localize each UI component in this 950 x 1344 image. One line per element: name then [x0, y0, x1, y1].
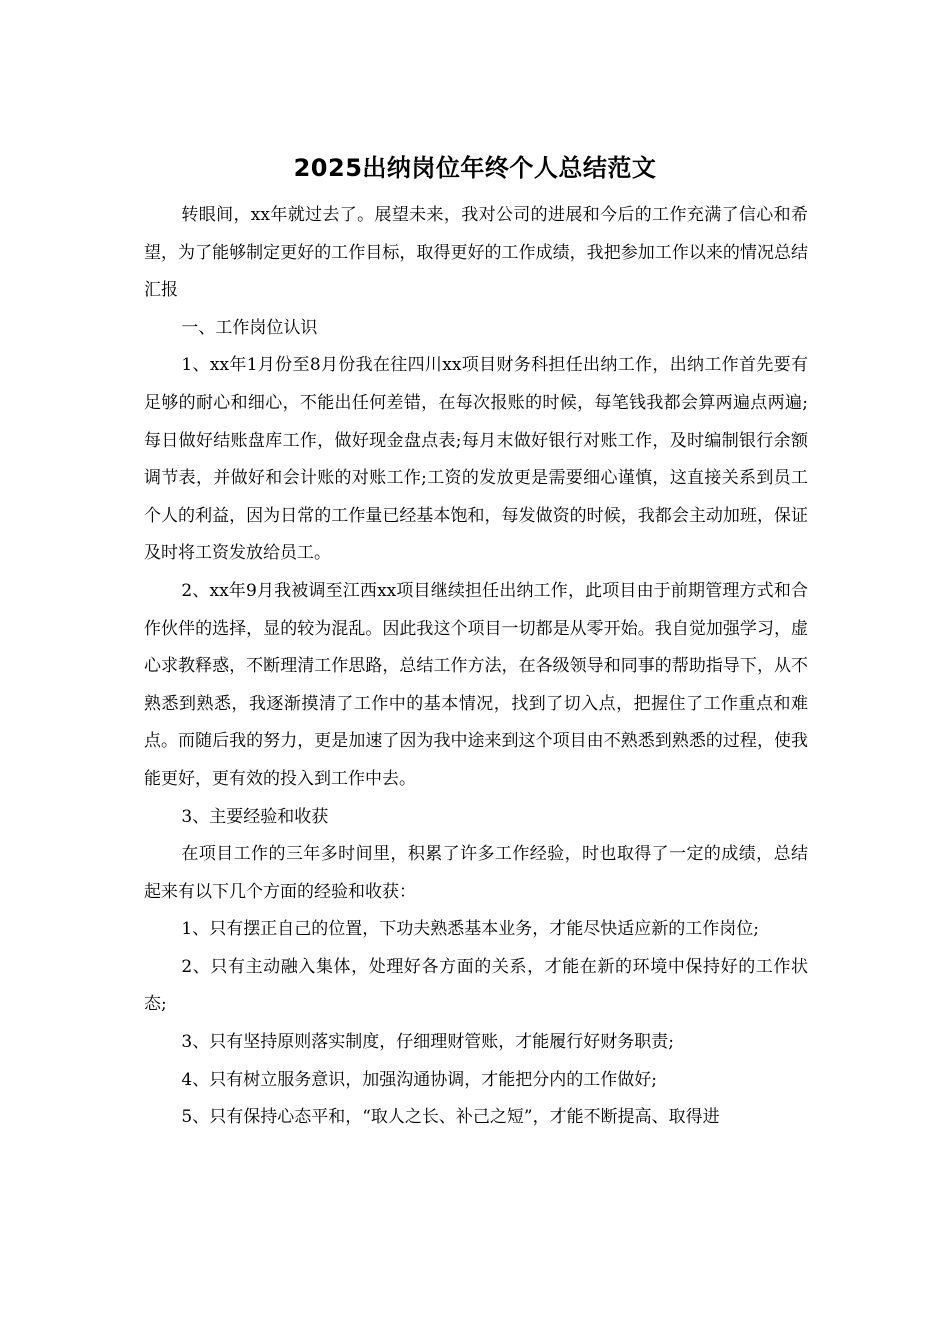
- section-heading-job-understanding: 一、工作岗位认识: [181, 317, 318, 338]
- list-item-experience-4: 4、只有树立服务意识，加强沟通协调，才能把分内的工作做好;: [181, 1069, 657, 1090]
- list-item-experience-1: 1、只有摆正自己的位置，下功夫熟悉基本业务，才能尽快适应新的工作岗位;: [181, 919, 759, 940]
- document-title: 2025出纳岗位年终个人总结范文: [293, 154, 657, 182]
- list-item-experience-2: 2、只有主动融入集体，处理好各方面的关系，才能在新的环境中保持好的工作状态;: [144, 956, 808, 1015]
- paragraph-jiangxi-project: 2、xx年9月我被调至江西xx项目继续担任出纳工作，此项目由于前期管理方式和合作伙伴的选择，显的较为混乱。因此我这个项目一切都是从零开始。我自觉加强学习，虚心求教释惑，不断理清工作思路，总结工作方法，在各级领导和同事的帮助指导下，从不熟悉到熟悉，我逐渐摸清了工作中的基本情况，找到了切入点，把握住了工作重点和难点。而随后我的努力，更是加速了因为我中途来到这个项目由不熟悉到熟悉的过程，使我能更好，更有效的投入到工作中去。: [144, 580, 808, 789]
- list-item-experience-5: 5、只有保持心态平和，“取人之长、补己之短”，才能不断提高、取得进: [181, 1107, 720, 1128]
- section-heading-experience: 3、主要经验和收获: [181, 806, 329, 827]
- paragraph-sichuan-project: 1、xx年1月份至8月份我在往四川xx项目财务科担任出纳工作，出纳工作首先要有足够的耐心和细心，不能出任何差错，在每次报账的时候，每笔钱我都会算两遍点两遍;每日做好结账盘库工作，做好现金盘点表;每月末做好银行对账工作，及时编制银行余额调节表，并做好和会计账的对账工作;工资的发放更是需要细心谨慎，这直接关系到员工个人的利益，因为日常的工作量已经基本饱和，每发做资的时候，我都会主动加班，保证及时将工资发放给员工。: [144, 355, 808, 564]
- list-item-experience-3: 3、只有坚持原则落实制度，仔细理财管账，才能履行好财务职责;: [181, 1032, 674, 1053]
- paragraph-experience-summary: 在项目工作的三年多时间里，积累了许多工作经验，时也取得了一定的成绩，总结起来有以下几个方面的经验和收获：: [144, 844, 808, 902]
- intro-paragraph: 转眼间，xx年就过去了。展望未来，我对公司的进展和今后的工作充满了信心和希望，为了能够制定更好的工作目标，取得更好的工作成绩，我把参加工作以来的情况总结汇报: [144, 205, 808, 301]
- document-body: [144, 197, 808, 1137]
